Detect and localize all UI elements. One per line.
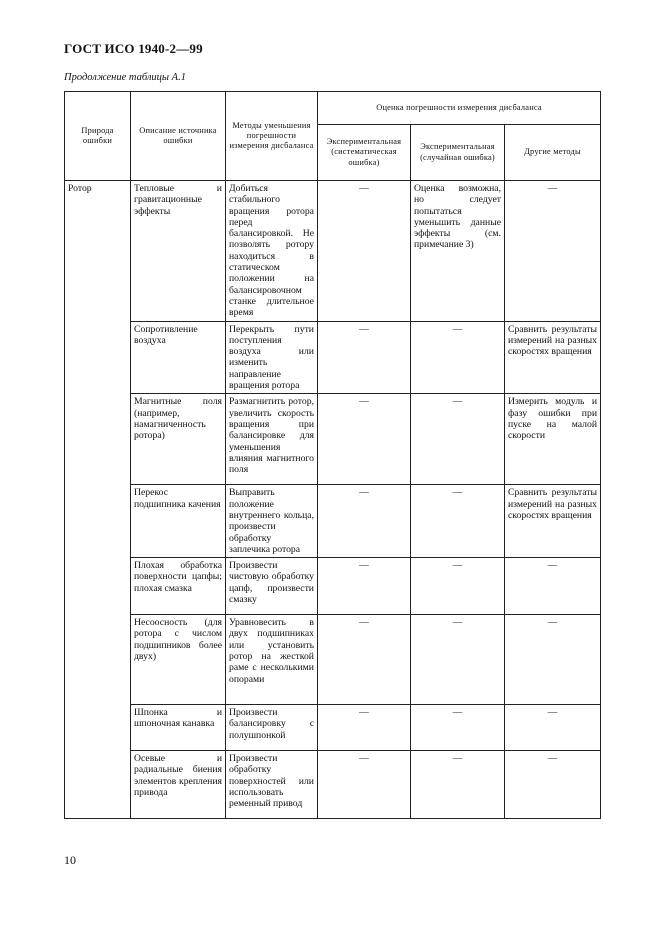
method-cell: Выправить положение внутреннего кольца, произвести обработку заплечика ротора (226, 485, 318, 558)
method-cell: Произвести обработку поверхностей или использовать ременный привод (226, 751, 318, 819)
method-cell: Уравновесить в двух подшипниках или установить ротор на жесткой раме с несколькими опорами (226, 615, 318, 705)
description-cell: Магнитные поля (например, намагниченность ротора) (131, 394, 226, 485)
table-row (65, 485, 601, 558)
table-row (65, 558, 601, 615)
other-cell: — (505, 181, 601, 322)
random-cell: — (411, 394, 505, 485)
random-cell: — (411, 558, 505, 615)
systematic-cell: — (318, 485, 411, 558)
description-cell: Перекос подшипника качения (131, 485, 226, 558)
description-cell: Осевые и радиальные биения элементов крепления привода (131, 751, 226, 819)
header-methods: Методы уменьшения погрешности измерения дисбаланса (226, 92, 318, 181)
document-code: ГОСТ ИСО 1940-2—99 (64, 41, 203, 56)
description-cell: Тепловые и гравитационные эффекты (131, 181, 226, 322)
table-row (65, 705, 601, 751)
systematic-cell: — (318, 181, 411, 322)
table-row (65, 615, 601, 705)
description-cell: Несоосность (для ротора с числом подшипников более двух) (131, 615, 226, 705)
random-cell: — (411, 705, 505, 751)
other-cell: Измерить модуль и фазу ошибки при пуске на малой скорости (505, 394, 601, 485)
method-cell: Произвести балансировку с полушпонкой (226, 705, 318, 751)
other-cell: Сравнить результаты измерений на разных скоростях вращения (505, 485, 601, 558)
random-cell: — (411, 321, 505, 394)
other-cell: — (505, 558, 601, 615)
header-exp-systematic: Экспериментальная (систематическая ошибка) (318, 125, 411, 181)
table-row (65, 751, 601, 819)
table-row (65, 181, 601, 322)
category-cell: Ротор (65, 181, 131, 819)
systematic-cell: — (318, 615, 411, 705)
other-cell: — (505, 751, 601, 819)
header-other-methods: Другие методы (505, 125, 601, 181)
method-cell: Перекрыть пути поступления воздуха или изменить направление вращения ротора (226, 321, 318, 394)
header-nature: Природа ошибки (65, 92, 131, 181)
random-cell: Оценка возможна, но следует попытаться уменьшить данные эффекты (см. примечание 3) (411, 181, 505, 322)
random-cell: — (411, 485, 505, 558)
table-row (65, 394, 601, 485)
page-number: 10 (64, 853, 76, 867)
method-cell: Добиться стабильного вращения ротора перед балансировкой. Не позволять ротору находиться в статическом положении на балансировочном станке длительное время (226, 181, 318, 322)
method-cell: Произвести чистовую обработку цапф, произвести смазку (226, 558, 318, 615)
systematic-cell: — (318, 394, 411, 485)
systematic-cell: — (318, 558, 411, 615)
random-cell: — (411, 615, 505, 705)
description-cell: Плохая обработка поверхности цапфы; плохая смазка (131, 558, 226, 615)
description-cell: Сопротивление воздуха (131, 321, 226, 394)
table-caption: Продолжение таблицы А.1 (64, 72, 186, 83)
method-cell: Размагнитить ротор, увеличить скорость вращения при балансировке для уменьшения влияния магнитного поля (226, 394, 318, 485)
systematic-cell: — (318, 751, 411, 819)
random-cell: — (411, 751, 505, 819)
table-row (65, 321, 601, 394)
header-exp-random: Экспериментальная (случайная ошибка) (411, 125, 505, 181)
other-cell: Сравнить результаты измерений на разных скоростях вращения (505, 321, 601, 394)
other-cell: — (505, 705, 601, 751)
other-cell: — (505, 615, 601, 705)
systematic-cell: — (318, 321, 411, 394)
systematic-cell: — (318, 705, 411, 751)
error-table (64, 91, 601, 819)
description-cell: Шпонка и шпоночная канавка (131, 705, 226, 751)
header-evaluation-group: Оценка погрешности измерения дисбаланса (318, 92, 601, 125)
header-description: Описание источника ошибки (131, 92, 226, 181)
